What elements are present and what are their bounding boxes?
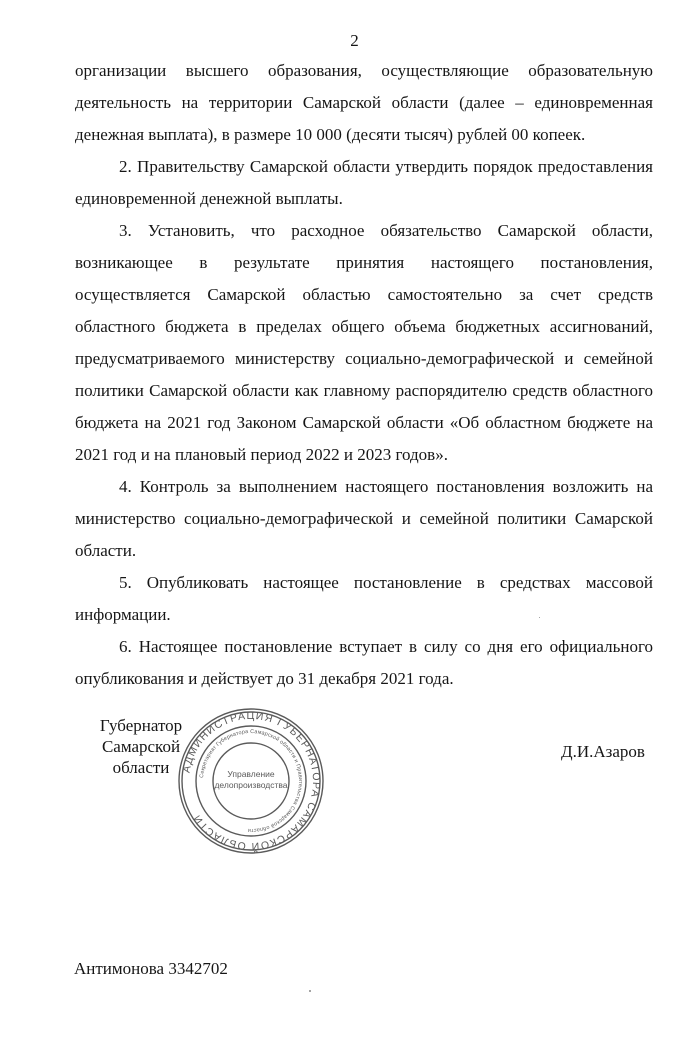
governor-title-line-1: Губернатор <box>99 716 183 735</box>
scan-speck <box>539 617 540 618</box>
paragraph-6: 6. Настоящее постановление вступает в силу со дня его официального опубликования и действует до 31 декабря 2021 года. <box>75 637 653 688</box>
executor-contact: Антимонова 3342702 <box>74 959 228 978</box>
signer-name: Д.И.Азаров <box>561 742 645 761</box>
seal-stamp-icon <box>176 706 326 856</box>
seal-center-line-1: Управление <box>227 769 275 779</box>
seal-outer-text: АДМИНИСТРАЦИЯ ГУБЕРНАТОРА САМАРСКОЙ ОБЛАСТИ <box>180 709 323 853</box>
paragraph-4: 4. Контроль за выполнением настоящего постановления возложить на министерство социально-демографической и семейной политики Самарской области. <box>75 477 653 560</box>
seal-inner-text: Секретариат Губернатора Самарской области и Правительства Самарской области <box>199 728 304 834</box>
signature-block <box>0 709 673 885</box>
document-body <box>75 55 653 695</box>
paragraph-1-continuation: организации высшего образования, осуществляющие образовательную деятельность на территории Самарской области (далее – единовременная денежная выплата), в размере 10 000 (десяти тысяч) рублей 00 копеек. <box>75 61 653 144</box>
official-seal <box>176 706 326 856</box>
scan-speck <box>309 990 311 992</box>
paragraph-2: 2. Правительству Самарской области утвердить порядок предоставления единовременной денежной выплаты. <box>75 157 653 208</box>
page-number: 2 <box>350 31 359 50</box>
paragraph-5: 5. Опубликовать настоящее постановление в средствах массовой информации. <box>75 573 653 624</box>
paragraph-3: 3. Установить, что расходное обязательство Самарской области, возникающее в результате принятия настоящего постановления, осуществляется Самарской областью самостоятельно за счет средств областного бюджета в пределах общего объема бюджетных ассигнований, предусматриваемого министерству социально-демографической и семейной политики Самарской области как главному распорядителю средств областного бюджета на 2021 год Законом Самарской области «Об областном бюджете на 2021 год и на плановый период 2022 и 2023 годов». <box>75 221 653 464</box>
governor-title-line-2: Самарской области <box>101 737 181 777</box>
seal-center-line-2: делопроизводства <box>214 780 288 790</box>
